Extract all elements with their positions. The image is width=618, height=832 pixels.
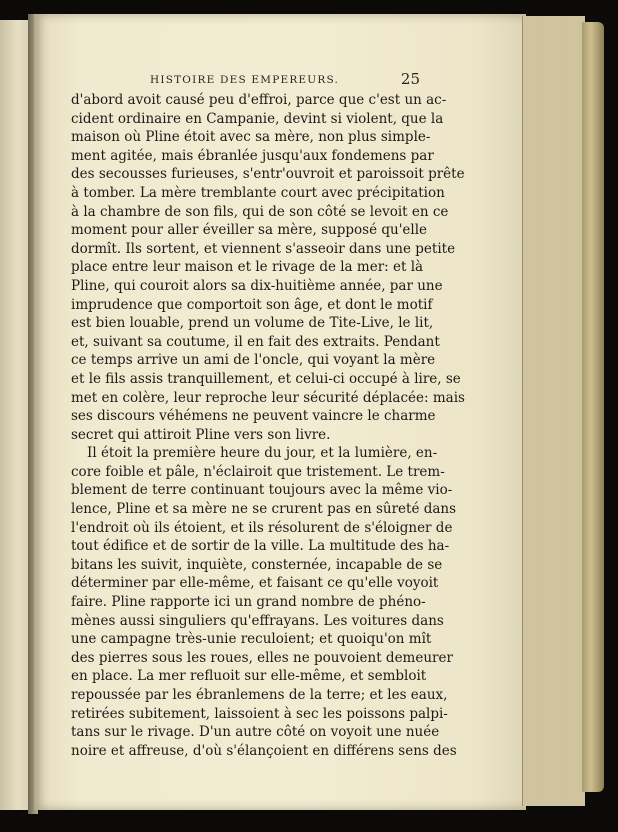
text-line: retirées subitement, laissoient à sec les poissons palpi-: [71, 705, 448, 722]
paragraph: [71, 444, 457, 760]
body-text: [71, 91, 465, 760]
text-line: ment agitée, mais ébranlée jusqu'aux fondemens par: [71, 147, 434, 164]
text-line: secret qui attiroit Pline vers son livre.: [71, 426, 331, 443]
page-block-edges: [522, 16, 585, 806]
page-number: 25: [400, 70, 420, 88]
text-line: mènes aussi singuliers qu'effrayans. Les voitures dans: [71, 612, 444, 629]
text-line: maison où Pline étoit avec sa mère, non plus simple-: [71, 129, 431, 146]
text-line: Il étoit la première heure du jour, et la lumière, en-: [87, 445, 438, 462]
text-line: bitans les suivit, inquiète, consternée, incapable de se: [71, 556, 443, 573]
text-line: à la chambre de son fils, qui de son côté se levoit en ce: [71, 203, 449, 220]
paragraph: [71, 91, 465, 444]
text-line: met en colère, leur reproche leur sécurité déplacée: mais: [71, 389, 465, 406]
text-line: moment pour aller éveiller sa mère, supposé qu'elle: [71, 222, 428, 239]
text-line: ce temps arrive un ami de l'oncle, qui voyant la mère: [71, 352, 436, 369]
text-line: déterminer par elle-même, et faisant ce qu'elle voyoit: [71, 575, 439, 592]
text-line: une campagne très-unie reculoient; et quoiqu'on mît: [71, 631, 432, 648]
text-line: d'abord avoit causé peu d'effroi, parce que c'est un ac-: [71, 92, 447, 108]
text-line: dormît. Ils sortent, et viennent s'asseoir dans une petite: [71, 240, 456, 257]
text-line: faire. Pline rapporte ici un grand nombre de phéno-: [71, 594, 426, 611]
book-cover-edge: [582, 22, 604, 792]
text-line: cident ordinaire en Campanie, devint si violent, que la: [71, 110, 444, 127]
facing-page-edge: [0, 20, 31, 810]
text-line: et le fils assis tranquillement, et celui-ci occupé à lire, se: [71, 370, 461, 387]
page-header: [150, 70, 420, 90]
running-title: HISTOIRE DES EMPEREURS.: [150, 74, 340, 86]
text-line: blement de terre continuant toujours avec la même vio-: [71, 482, 453, 499]
text-line: tans sur le rivage. D'un autre côté on voyoit une nuée: [71, 724, 440, 741]
text-line: des pierres sous les roues, elles ne pouvoient demeurer: [71, 649, 453, 666]
text-line: et, suivant sa coutume, il en fait des extraits. Pendant: [71, 333, 440, 350]
text-line: en place. La mer refluoit sur elle-même, et sembloit: [71, 668, 427, 685]
text-line: noire et affreuse, d'où s'élançoient en différens sens des: [71, 742, 457, 759]
text-line: core foible et pâle, n'éclairoit que tristement. Le trem-: [71, 463, 445, 480]
text-line: des secousses furieuses, s'entr'ouvroit et paroissoit prête: [71, 166, 465, 183]
text-line: imprudence que comportoit son âge, et dont le motif: [71, 296, 433, 313]
text-line: est bien louable, prend un volume de Tite-Live, le lit,: [71, 315, 434, 332]
text-line: l'endroit où ils étoient, et ils résolurent de s'éloigner de: [71, 519, 453, 536]
text-line: à tomber. La mère tremblante court avec précipitation: [71, 184, 445, 201]
text-line: repoussée par les ébranlemens de la terre; et les eaux,: [71, 687, 448, 703]
text-line: lence, Pline et sa mère ne se crurent pas en sûreté dans: [71, 501, 457, 518]
text-line: ses discours véhémens ne peuvent vaincre le charme: [71, 408, 436, 425]
text-line: Pline, qui couroit alors sa dix-huitième année, par une: [71, 277, 443, 294]
text-line: place entre leur maison et le rivage de la mer: et là: [71, 259, 424, 276]
text-line: tout édifice et de sortir de la ville. La multitude des ha-: [71, 538, 450, 555]
